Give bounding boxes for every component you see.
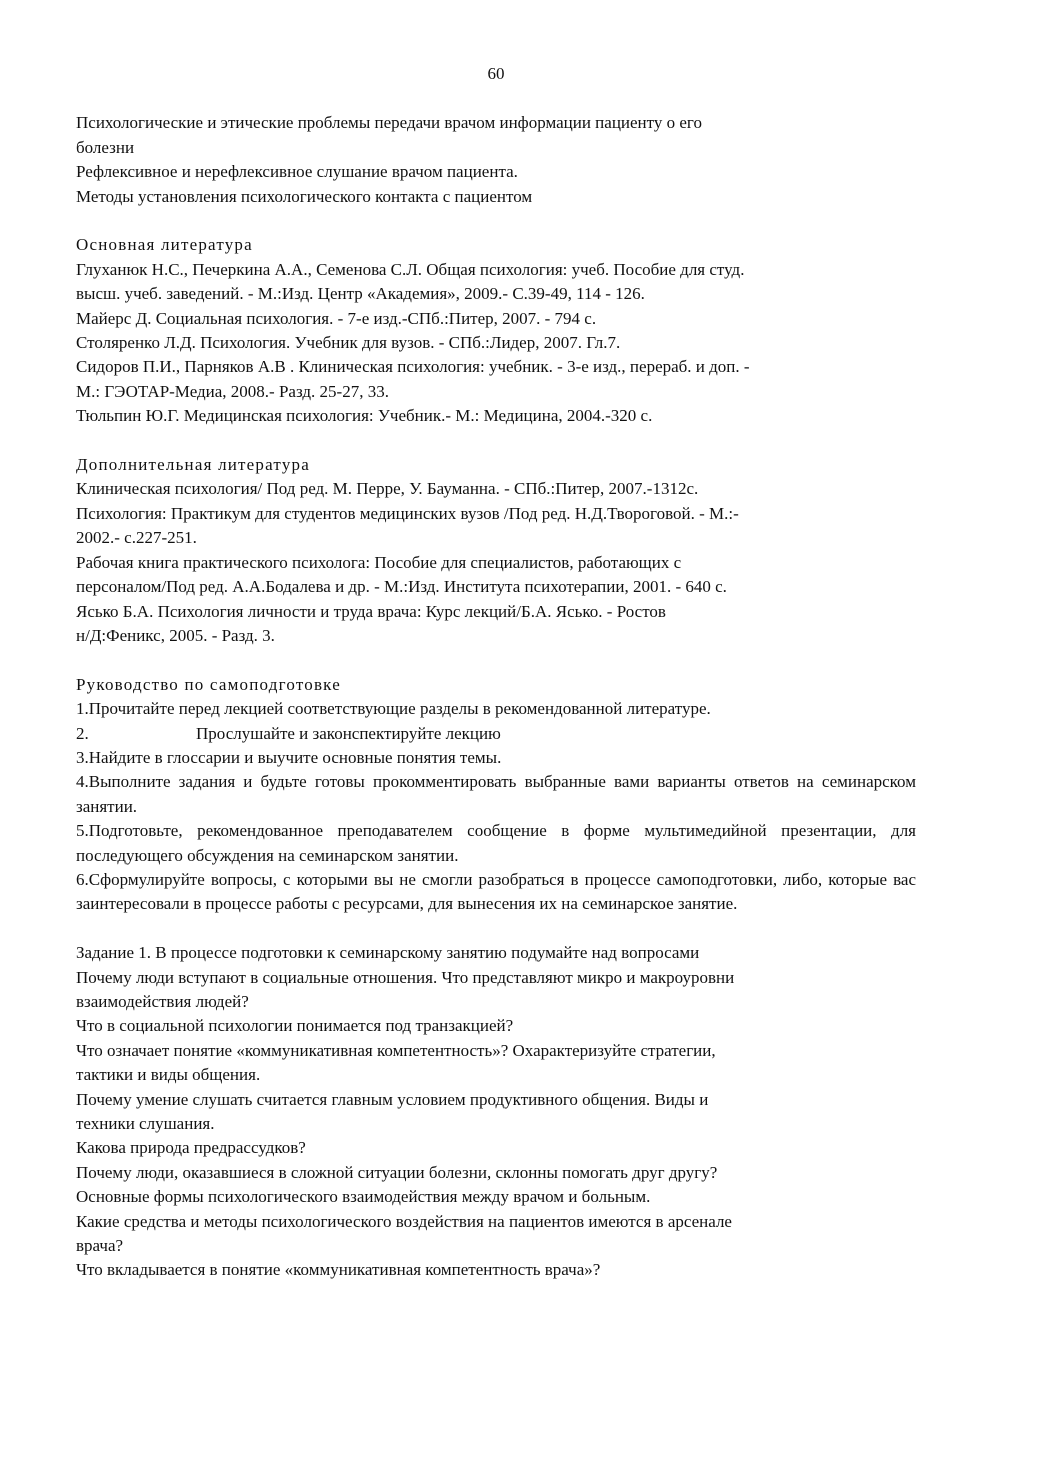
task-line: Какова природа предрассудков? <box>76 1138 306 1158</box>
reference-line: Рабочая книга практического психолога: Пособие для специалистов, работающих с <box>76 552 682 572</box>
reference-line: Клиническая психология/ Под ред. М. Перре, У. Бауманна. - СПб.:Питер, 2007.-1312с. <box>76 479 699 499</box>
reference-line: Майерс Д. Социальная психология. - 7-е изд.-СПб.:Питер, 2007. - 794 с. <box>76 308 597 328</box>
guide-item-2-text: Прослушайте и законспектируйте лекцию <box>196 723 501 743</box>
task-line: взаимодействия людей? <box>76 991 249 1011</box>
page-number <box>76 62 916 86</box>
reference-line: Глуханюк Н.С., Печеркина А.А., Семенова С.Л. Общая психология: учеб. Пособие для студ. <box>76 259 745 279</box>
guide-item-3: 3.Найдите в глоссарии и выучите основные понятия темы. <box>76 747 502 767</box>
guide-item-1: 1.Прочитайте перед лекцией соответствующие разделы в рекомендованной литературе. <box>76 699 711 719</box>
guide-item-2 <box>76 722 916 746</box>
task-line: техники слушания. <box>76 1114 215 1133</box>
reference-line: М.: ГЭОТАР-Медиа, 2008.- Разд. 25-27, 33. <box>76 381 389 401</box>
task-block <box>76 941 916 1283</box>
guide-item-2-number: 2. <box>76 723 89 743</box>
self-study-guide <box>76 673 916 917</box>
guide-item-6: 6.Сформулируйте вопросы, с которыми вы не смогли разобраться в процессе самоподготовки, либо, которые вас заинтересовали в процессе работы с ресурсами, для вынесения их на семинарское занятие. <box>76 869 916 914</box>
reference-line: Столяренко Л.Д. Психология. Учебник для вузов. - СПб.:Лидер, 2007. Гл.7. <box>76 333 621 353</box>
reference-line: Психология: Практикум для студентов медицинских вузов /Под ред. Н.Д.Твороговой. - М.:- <box>76 503 739 523</box>
task-line: Почему люди, оказавшиеся в сложной ситуации болезни, склонны помогать друг другу? <box>76 1162 718 1182</box>
task-line: тактики и виды общения. <box>76 1065 261 1085</box>
main-literature-heading: Основная литература <box>76 235 253 255</box>
spacer <box>76 429 916 453</box>
task-line: Что означает понятие «коммуникативная компетентность»? Охарактеризуйте стратегии, <box>76 1040 716 1060</box>
intro-line: Психологические и этические проблемы передачи врачом информации пациенту о его <box>76 113 702 133</box>
guide-item-5: 5.Подготовьте, рекомендованное преподавателем сообщение в форме мультимедийной презентации, для последующего обсуждения на семинарском занятии. <box>76 821 916 865</box>
task-line: Основные формы психологического взаимодействия между врачом и больным. <box>76 1187 651 1207</box>
additional-literature-heading: Дополнительная литература <box>76 455 310 475</box>
spacer <box>76 648 916 672</box>
task-line: Задание 1. В процессе подготовки к семинарскому занятию подумайте над вопросами <box>76 943 700 963</box>
reference-line: 2002.- с.227-251. <box>76 528 197 548</box>
reference-line: Ясько Б.А. Психология личности и труда врача: Курс лекций/Б.А. Ясько. - Ростов <box>76 601 666 621</box>
reference-line: Сидоров П.И., Парняков А.В . Клиническая психология: учебник. - 3-е изд., перераб. и доп. - <box>76 357 750 377</box>
document-page <box>76 62 916 1283</box>
intro-block <box>76 111 916 209</box>
main-literature <box>76 233 916 428</box>
page-number-text: 60 <box>487 64 505 83</box>
reference-line: высш. учеб. заведений. - М.:Изд. Центр «Академия», 2009.- С.39-49, 114 - 126. <box>76 284 645 304</box>
task-line: Какие средства и методы психологического воздействия на пациентов имеются в арсенале <box>76 1211 732 1231</box>
spacer <box>76 209 916 233</box>
intro-line: Методы установления психологического контакта с пациентом <box>76 186 533 206</box>
task-line: Что вкладывается в понятие «коммуникативная компетентность врача»? <box>76 1260 601 1280</box>
spacer <box>76 917 916 941</box>
intro-line: Рефлексивное и нерефлексивное слушание врачом пациента. <box>76 162 518 182</box>
additional-literature <box>76 453 916 648</box>
intro-line: болезни <box>76 137 135 157</box>
reference-line: Тюльпин Ю.Г. Медицинская психология: Учебник.- М.: Медицина, 2004.-320 с. <box>76 406 653 426</box>
task-line: Почему умение слушать считается главным условием продуктивного общения. Виды и <box>76 1089 709 1109</box>
task-line: Что в социальной психологии понимается под транзакцией? <box>76 1016 514 1036</box>
reference-line: н/Д:Феникс, 2005. - Разд. 3. <box>76 625 275 645</box>
reference-line: персоналом/Под ред. А.А.Бодалева и др. - М.:Изд. Института психотерапии, 2001. - 640 с. <box>76 577 727 597</box>
guide-heading: Руководство по самоподготовке <box>76 674 341 694</box>
task-line: Почему люди вступают в социальные отношения. Что представляют микро и макроуровни <box>76 967 735 987</box>
guide-item-4: 4.Выполните задания и будьте готовы прокомментировать выбранные вами варианты ответов на семинарском занятии. <box>76 772 916 816</box>
task-line: врача? <box>76 1236 124 1256</box>
